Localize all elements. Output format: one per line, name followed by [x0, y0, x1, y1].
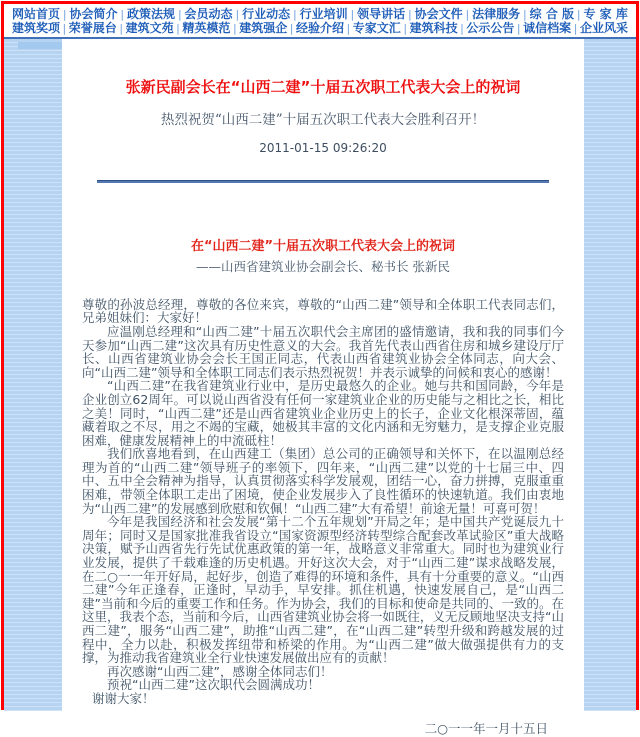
- nav-link[interactable]: 建筑文苑: [125, 21, 174, 35]
- divider-rule: [97, 180, 549, 183]
- nav-separator: |: [408, 8, 412, 21]
- nav-separator: |: [235, 8, 240, 21]
- nav-link[interactable]: 经验介绍: [295, 21, 344, 35]
- nav-link[interactable]: 政策法规: [127, 7, 176, 21]
- paragraph: “山西二建”在我省建筑业行业中，是历史最悠久的企业。她与共和国同龄，今年是企业创立62周年。可以说山西省没有任何一家建筑业企业的历史能与之相比之长，相比之美！同时，“山西二建”还是山西省建筑业企业历史上的长子，企业文化根深蒂固，蕴藏着取之不尽，用之不竭的宝藏，她极其丰富的文化内涵和无穷魅力，是支撑企业克服困难，健康发展精神上的中流砥柱！: [82, 378, 564, 448]
- nav-link[interactable]: 荣誉展台: [68, 21, 117, 35]
- paragraph: 我们欣喜地看到，在山西建工（集团）总公司的正确领导和关怀下，在以温刚总经理为首的“山西二建”领导班子的率领下，四年来，“山西二建”以党的十七届三中、四中、五中全会精神为指导，认真贯彻落实科学发展观，团结一心，奋力拼搏，克服重重困难，带领全体职工走出了困境，使企业发展步入了良性循环的快速轨道。我们由衷地为“山西二建”的发展感到欣慰和钦佩！“山西二建”大有希望！前途无量！可喜可贺！: [82, 446, 564, 516]
- nav-link[interactable]: 行业培训: [299, 7, 348, 21]
- nav-separator: |: [176, 22, 180, 35]
- speech-body: [82, 298, 564, 706]
- nav-separator: |: [120, 8, 125, 21]
- nav-link[interactable]: 企业风采: [579, 21, 628, 35]
- nav-separator: |: [62, 22, 67, 35]
- nav-link[interactable]: 网站首页: [12, 7, 61, 21]
- nav-row-1: [12, 8, 628, 21]
- nav-link[interactable]: 公示公告: [466, 21, 515, 35]
- paragraph: 尊敬的孙波总经理，尊敬的各位来宾，尊敬的“山西二建”领导和全体职工代表同志们，兄弟姐妹们：大家好！: [82, 296, 564, 326]
- speech-byline: ——山西省建筑业协会副会长、秘书长 张新民: [196, 258, 450, 274]
- nav-link[interactable]: 会员动态: [184, 7, 233, 21]
- nav-link[interactable]: 建筑科技: [409, 21, 458, 35]
- nav-link[interactable]: 协会文件: [414, 7, 463, 21]
- top-nav: [4, 4, 636, 39]
- paragraph: 谢谢大家！: [92, 690, 155, 706]
- nav-separator: |: [573, 22, 578, 35]
- nav-link[interactable]: 领导讲话: [357, 7, 406, 21]
- nav-separator: |: [403, 22, 408, 35]
- publish-datetime: 2011-01-15 09:26:20: [259, 140, 387, 155]
- nav-separator: |: [62, 8, 67, 21]
- nav-link[interactable]: 专 家 库: [583, 7, 628, 21]
- nav-link[interactable]: 建筑奖项: [12, 21, 61, 35]
- page-title: 张新民副会长在“山西二建”十届五次职工代表大会上的祝词: [125, 78, 521, 96]
- nav-separator: |: [232, 22, 237, 35]
- nav-link[interactable]: 专家文汇: [352, 21, 401, 35]
- nav-link[interactable]: 建筑强企: [239, 21, 288, 35]
- nav-separator: |: [576, 8, 581, 21]
- nav-separator: |: [177, 8, 182, 21]
- nav-link[interactable]: 精英模范: [182, 21, 231, 35]
- sign-date: 二○一一年一月十五日: [424, 720, 548, 736]
- nav-separator: |: [465, 8, 470, 21]
- nav-separator: |: [119, 22, 124, 35]
- nav-row-2: [12, 22, 628, 35]
- left-accent-bar: [18, 42, 62, 49]
- congrats-subtitle: 热烈祝贺“山西二建”十届五次职工代表大会胜利召开！: [160, 111, 486, 128]
- nav-link[interactable]: 综 合 版: [529, 7, 574, 21]
- nav-link[interactable]: 行业动态: [242, 7, 291, 21]
- nav-separator: |: [289, 22, 294, 35]
- nav-link[interactable]: 诚信档案: [523, 21, 572, 35]
- nav-separator: |: [350, 8, 355, 21]
- nav-separator: |: [523, 8, 527, 21]
- nav-link[interactable]: 协会简介: [69, 7, 118, 21]
- page: [1, 1, 639, 736]
- paragraph: 再次感谢“山西二建”，感谢全体同志们！: [107, 663, 333, 679]
- speech-title: 在“山西二建”十届五次职工代表大会上的祝词: [190, 238, 456, 254]
- nav-separator: |: [516, 22, 521, 35]
- paragraph: 应温刚总经理和“山西二建”十届五次职代会主席团的盛情邀请，我和我的同事们今天参加“山西二建”这次具有历史性意义的大会。我首先代表山西省住房和城乡建设厅厅长、山西省建筑业协会会长王国正同志，代表山西省建筑业协会全体同志，向大会、向“山西二建”领导和全体职工同志们表示热烈祝贺！并表示诚挚的问候和衷心的感谢！: [82, 323, 564, 380]
- nav-separator: |: [460, 22, 464, 35]
- paragraph: 今年是我国经济和社会发展“第十二个五年规划”开局之年；是中国共产党诞辰九十周年；同时又是国家批准我省设立“国家资源型经济转型综合配套改革试验区”重大战略决策，赋予山西省先行先试优惠政策的第一年，战略意义非常重大。同时也为建筑业行业发展，提供了千载难逢的历史机遇。开好这次大会，对于“山西二建”谋求战略发展，在二○一一年开好局，起好步，创造了难得的环境和条件，具有十分重要的意义。“山西二建”今年正逢春，正逢时，早动手，早安排。抓住机遇，快速发展自己，是“山西二建”当前和今后的重要工作和任务。作为协会，我们的目标和使命是共同的、一致的。在这里，我表个态，当前和今后，山西省建筑业协会将一如既往，义无反顾地坚决支持“山西二建”，服务“山西二建”，助推“山西二建”，在“山西二建”转型升级和跨越发展的过程中，全力以赴，积极发挥纽带和桥梁的作用。为“山西二建”做大做强提供有力的支撑，为推动我省建筑业全行业快速发展做出应有的贡献！: [82, 514, 564, 666]
- page-background: [4, 39, 636, 736]
- nav-separator: |: [346, 22, 351, 35]
- article: [62, 39, 584, 736]
- paragraph: 预祝“山西二建”这次职代会圆满成功！: [107, 677, 320, 693]
- nav-link[interactable]: 法律服务: [472, 7, 521, 21]
- nav-separator: |: [292, 8, 297, 21]
